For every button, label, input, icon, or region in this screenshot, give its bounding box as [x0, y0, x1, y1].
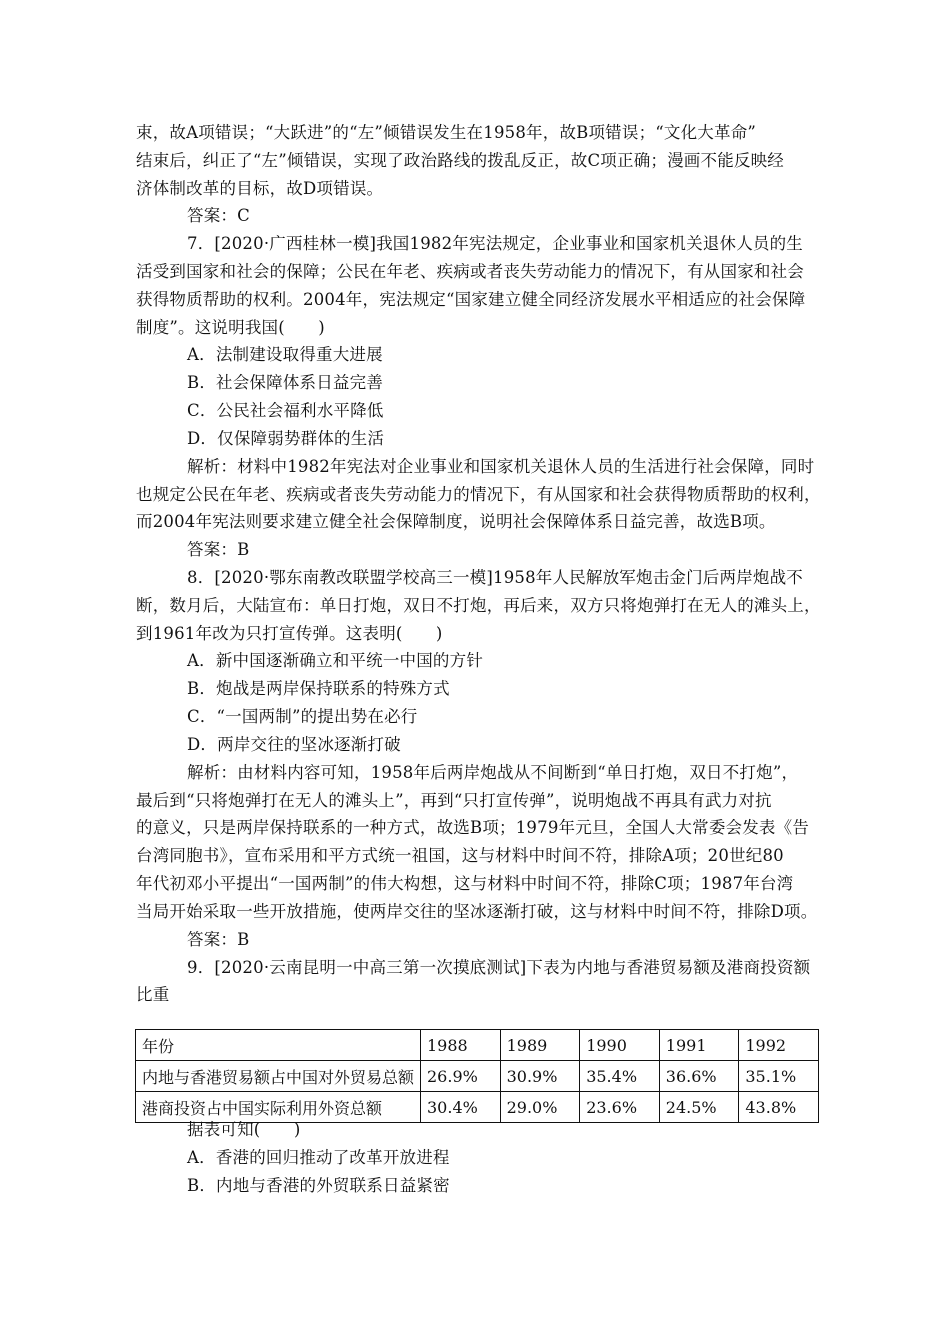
table-cell: 1989 [500, 1030, 580, 1061]
text-line: 断，数月后，大陆宣布：单日打炮，双日不打炮，再后来，双方只将炮弹打在无人的滩头上， [136, 596, 821, 615]
table-cell: 24.5% [659, 1092, 739, 1123]
table-cell: 年份 [136, 1030, 421, 1061]
table-cell: 内地与香港贸易额占中国对外贸易总额 [136, 1061, 421, 1092]
answer-line: 答案：C [187, 206, 250, 225]
table-row [136, 1092, 819, 1123]
table-cell: 23.6% [580, 1092, 660, 1123]
text-line: 制度”。这说明我国( ) [136, 318, 325, 337]
text-line: 的意义，只是两岸保持联系的一种方式，故选B项；1979年元旦，全国人大常委会发表《告 [136, 818, 810, 837]
table-cell: 30.4% [421, 1092, 501, 1123]
question-prompt: 据表可知( ) [187, 1120, 301, 1139]
table-cell: 1991 [659, 1030, 739, 1061]
question-stem: 8．[2020·鄂东南教改联盟学校高三一模]1958年人民解放军炮击金门后两岸炮战不 [187, 568, 803, 587]
option-a: A．香港的回归推动了改革开放进程 [187, 1148, 450, 1167]
table-header-row [136, 1030, 819, 1061]
option-b: B．炮战是两岸保持联系的特殊方式 [187, 679, 450, 698]
table-cell: 1990 [580, 1030, 660, 1061]
option-a: A．新中国逐渐确立和平统一中国的方针 [187, 651, 484, 670]
text-line: 也规定公民在年老、疾病或者丧失劳动能力的情况下，有从国家和社会获得物质帮助的权利， [136, 485, 821, 504]
option-c: C．公民社会福利水平降低 [187, 401, 384, 420]
table-cell: 35.4% [580, 1061, 660, 1092]
question-stem: 9．[2020·云南昆明一中高三第一次摸底测试]下表为内地与香港贸易额及港商投资额 [187, 958, 811, 977]
text-line: 活受到国家和社会的保障；公民在年老、疾病或者丧失劳动能力的情况下，有从国家和社会 [136, 262, 804, 281]
answer-line: 答案：B [187, 930, 250, 949]
trade-investment-table [135, 1029, 819, 1123]
text-line: 到1961年改为只打宣传弹。这表明( ) [136, 624, 443, 643]
option-b: B．内地与香港的外贸联系日益紧密 [187, 1176, 450, 1195]
explanation-line: 解析：材料中1982年宪法对企业事业和国家机关退休人员的生活进行社会保障，同时 [187, 457, 815, 476]
answer-line: 答案：B [187, 540, 250, 559]
text-line: 获得物质帮助的权利。2004年，宪法规定“国家建立健全同经济发展水平相适应的社会保障 [136, 290, 806, 309]
text-line: 台湾同胞书》，宣布采用和平方式统一祖国，这与材料中时间不符，排除A项；20世纪80 [136, 846, 784, 865]
option-d: D．两岸交往的坚冰逐渐打破 [187, 735, 401, 754]
table-cell: 港商投资占中国实际利用外资总额 [136, 1092, 421, 1123]
table-cell: 35.1% [739, 1061, 819, 1092]
table-cell: 1992 [739, 1030, 819, 1061]
text-line: 济体制改革的目标，故D项错误。 [136, 179, 384, 198]
question-stem: 7．[2020·广西桂林一模]我国1982年宪法规定，企业事业和国家机关退休人员的生 [187, 234, 803, 253]
option-d: D．仅保障弱势群体的生活 [187, 429, 385, 448]
table-cell: 36.6% [659, 1061, 739, 1092]
table-cell: 29.0% [500, 1092, 580, 1123]
text-line: 结束后，纠正了“左”倾错误，实现了政治路线的拨乱反正，故C项正确；漫画不能反映经 [136, 151, 784, 170]
option-c: C．“一国两制”的提出势在必行 [187, 707, 418, 726]
table-cell: 26.9% [421, 1061, 501, 1092]
text-line: 而2004年宪法则要求建立健全社会保障制度，说明社会保障体系日益完善，故选B项。 [136, 512, 776, 531]
text-line: 年代初邓小平提出“一国两制”的伟大构想，这与材料中时间不符，排除C项；1987年台湾 [136, 874, 794, 893]
text-line: 最后到“只将炮弹打在无人的滩头上”，再到“只打宣传弹”，说明炮战不再具有武力对抗 [136, 791, 772, 810]
option-b: B．社会保障体系日益完善 [187, 373, 384, 392]
text-line: 比重 [136, 985, 170, 1004]
text-line: 束，故A项错误；“大跃进”的“左”倾错误发生在1958年，故B项错误；“文化大革命” [136, 123, 757, 142]
text-line: 当局开始采取一些开放措施，使两岸交往的坚冰逐渐打破，这与材料中时间不符，排除D项。 [136, 902, 818, 921]
option-a: A．法制建设取得重大进展 [187, 345, 383, 364]
table-cell: 43.8% [739, 1092, 819, 1123]
table-cell: 30.9% [500, 1061, 580, 1092]
table-cell: 1988 [421, 1030, 501, 1061]
explanation-line: 解析：由材料内容可知，1958年后两岸炮战从不间断到“单日打炮，双日不打炮”， [187, 763, 799, 782]
table-row [136, 1061, 819, 1092]
